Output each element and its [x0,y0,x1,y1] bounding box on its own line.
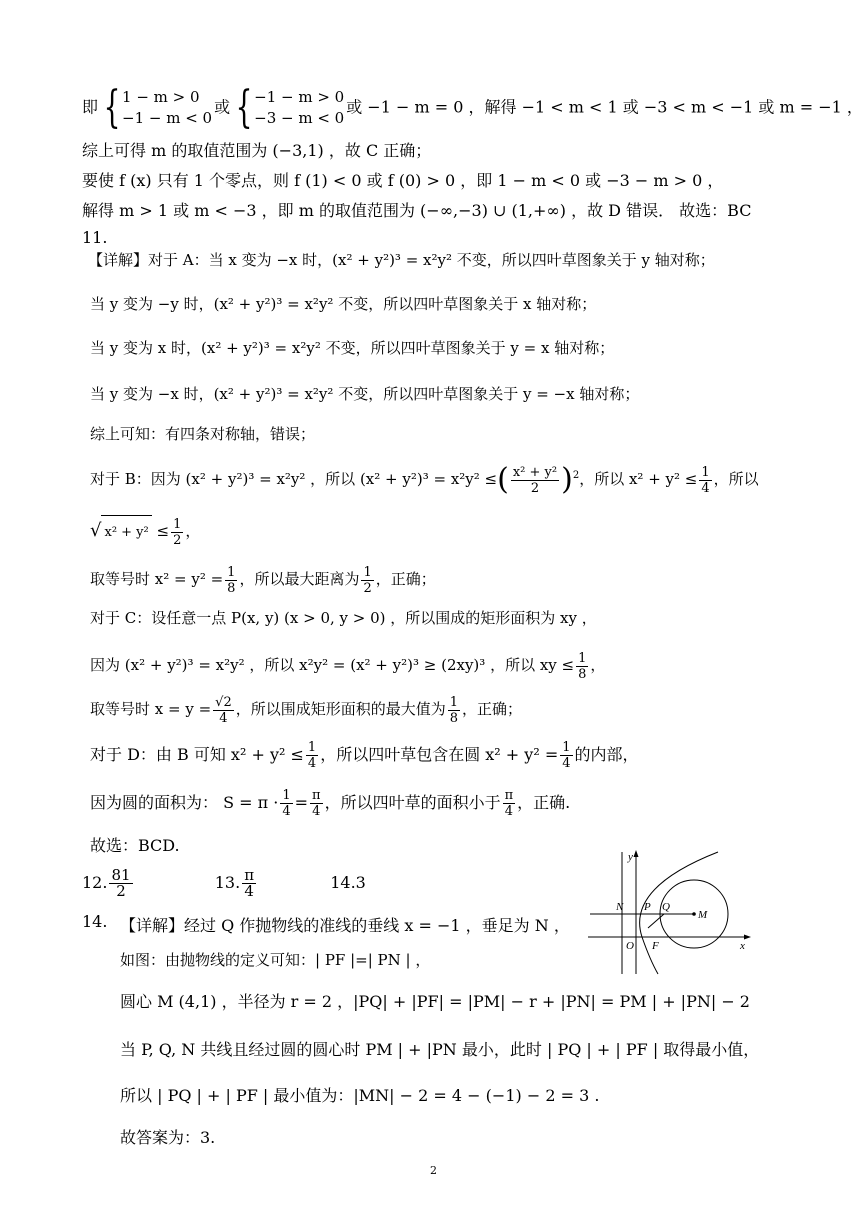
text-segment: ≤ [156,522,170,540]
text-segment: 对于 B：因为 (x² + y²)³ = x²y² ，所以 (x² + y²)³ = x²y² ≤ [90,470,498,488]
text-segment: ，正确； [462,700,523,718]
text-line-21: 【详解】经过 Q 作抛物线的准线的垂线 x = −1 ，垂足为 N ， [120,916,570,935]
label-F: F [652,940,659,952]
numerator: 1 [282,788,291,803]
fraction [213,695,234,726]
numerator: 1 [173,516,182,532]
text-segment: 的内部， [574,745,639,764]
numerator: π [244,866,255,884]
denominator: 4 [701,480,710,496]
numerator: 1 [578,650,587,666]
text-segment: 即 [82,97,99,117]
text-segment: ， [185,522,201,540]
denominator: 4 [307,756,317,771]
fraction [699,465,711,496]
sqrt-sign: √ [90,520,102,541]
text-line-1 [82,82,863,133]
label-Q: Q [662,901,670,913]
text-segment: 取等号时 x = y = [90,700,212,718]
text-segment: ，正确. [517,793,571,812]
page-number: 2 [430,1164,437,1177]
text-segment: 或 −1 − m = 0 ，解得 −1 < m < 1 或 −3 < m < −1 或 m = −1 ， [346,97,863,117]
y-axis-arrow [634,850,639,857]
numerator: √2 [215,694,232,710]
fraction [448,695,460,726]
text-segment: ，所以 x² + y² ≤ [579,470,698,488]
text-line-14: 对于 C：设任意一点 P(x, y) (x > 0, y > 0) ，所以围成的矩形面积为 xy ， [90,609,597,627]
text-segment: ，正确； [375,570,436,588]
parabola-circle-figure [586,848,754,976]
inequality: −3 − m < 0 [254,109,345,127]
text-segment: ，所以 [713,470,759,488]
fraction [560,740,572,771]
text-line-24: 当 P, Q, N 共线且经过圆的圆心时 PM | + |PN 最小，此时 | PQ | + | PF | 取得最小值， [120,1040,760,1059]
denominator: 8 [578,666,587,682]
answer-12-label: 12. [82,873,108,892]
text-line-10: 综上可知：有四条对称轴，错误； [90,425,316,443]
denominator: 2 [363,580,372,596]
left-brace: { [103,82,121,133]
numerator: π [504,788,514,803]
text-line-9: 当 y 变为 −x 时，(x² + y²)³ = x²y² 不变，所以四叶草图象关于 y = −x 轴对称； [90,385,640,403]
denominator: 4 [312,804,321,819]
label-P: P [644,901,651,913]
numerator: 1 [562,740,571,755]
text-segment: ，所以四叶草的面积小于 [324,793,501,812]
denominator: 2 [530,480,540,496]
numerator: 1 [701,464,710,480]
fraction [225,565,237,596]
fraction [503,788,516,819]
text-line-25: 所以 | PQ | + | PF | 最小值为：|MN| − 2 = 4 − (−1) − 2 = 3 . [120,1086,600,1105]
denominator: 2 [116,882,126,900]
answer-13-label: 13. [214,873,241,892]
fraction [576,651,588,682]
text-segment: ，所以围成矩形面积的最大值为 [235,700,446,718]
text-line-17 [90,738,639,772]
fraction [511,465,559,496]
inequality: −1 − m < 0 [122,109,213,127]
numerator: 1 [449,694,459,710]
text-line-11 [90,458,759,498]
text-line-3: 要使 f (x) 只有 1 个零点，则 f (1) < 0 或 f (0) > 0 ，即 1 − m < 0 或 −3 − m > 0 ， [82,171,724,190]
answer-12-value [109,868,132,899]
segment-PF [648,914,664,928]
denominator: 4 [219,710,228,726]
text-line-2: 综上可得 m 的取值范围为 (−3,1) ，故 C 正确； [82,141,432,160]
text-line-7: 当 y 变为 −y 时，(x² + y²)³ = x²y² 不变，所以四叶草图象关于 x 轴对称； [90,295,597,313]
exponent: 2 [572,470,580,481]
numerator: 1 [307,740,317,755]
text-segment: 因为圆的面积为： S = π · [90,793,279,812]
numerator: 81 [111,866,131,884]
text-line-13 [90,562,436,596]
text-line-4: 解得 m > 1 或 m < −3 ，即 m 的取值范围为 (−∞,−3) ∪ (1,+∞) ，故 D 错误． 故选：BC [82,201,752,220]
sqrt-content: x² + y² [101,515,151,550]
paren: ( [497,462,509,497]
fraction [171,517,183,548]
fraction [306,740,318,771]
text-segment: 取等号时 x² = y² = [90,570,224,588]
numerator: 1 [363,564,372,580]
y-label: y [628,851,633,863]
text-line-18 [90,786,570,820]
text-segment: ，所以四叶草包含在圆 x² + y² = [320,745,559,764]
text-line-6: 【详解】对于 A：当 x 变为 −x 时，(x² + y²)³ = x²y² 不变，所以四叶草图象关于 y 轴对称； [88,251,715,269]
label-O: O [626,940,634,952]
x-label: x [740,940,745,952]
denominator: 4 [562,756,571,771]
text-line-23: 圆心 M (4,1) ，半径为 r = 2 ，|PQ| + |PF| = |PM| − r + |PN| = PM | + |PN| − 2 [120,992,750,1011]
text-segment: 因为 (x² + y²)³ = x²y² ，所以 x²y² = (x² + y²)³ ≥ (2xy)³ ，所以 xy ≤ [90,656,575,674]
fraction [280,788,292,819]
inequality: −1 − m > 0 [254,88,345,106]
text-line-22: 如图：由抛物线的定义可知：| PF |=| PN | ， [120,951,431,969]
left-brace: { [235,82,253,133]
denominator: 4 [282,804,291,819]
denominator: 2 [173,532,182,548]
text-line-12 [90,514,200,550]
question-number-14: 14. [82,912,108,931]
text-segment: = [294,793,309,812]
text-segment: 对于 D：由 B 可知 x² + y² ≤ [90,745,304,764]
denominator: 4 [504,804,513,819]
denominator: 8 [227,580,236,596]
denominator: 8 [449,710,459,726]
inequality: 1 − m > 0 [122,88,200,106]
text-line-8: 当 y 变为 x 时，(x² + y²)³ = x²y² 不变，所以四叶草图象关于 y = x 轴对称； [90,339,615,357]
numerator: x² + y² [512,464,558,480]
label-M: M [698,909,708,921]
text-line-19: 故选：BCD. [90,836,180,855]
answer-14: 14.3 [330,873,366,892]
text-line-16 [90,692,522,726]
numerator: 1 [227,564,236,580]
center-point-M [692,912,696,916]
numerator: π [312,788,321,803]
x-axis-arrow [744,935,751,940]
text-line-15 [90,648,605,682]
answer-13-value [242,868,256,899]
paren: ) [561,462,573,497]
text-line-26: 故答案为：3. [120,1128,216,1147]
fraction [310,788,323,819]
text-segment: 或 [214,97,231,117]
answers-line [82,864,366,902]
question-number-11: 11. [82,228,108,247]
text-segment: ， [590,656,606,674]
fraction [361,565,373,596]
text-segment: ，所以最大距离为 [239,570,360,588]
denominator: 4 [244,882,254,900]
label-N: N [616,901,624,913]
inequality-system-1 [122,87,212,129]
inequality-system-2 [254,87,344,129]
